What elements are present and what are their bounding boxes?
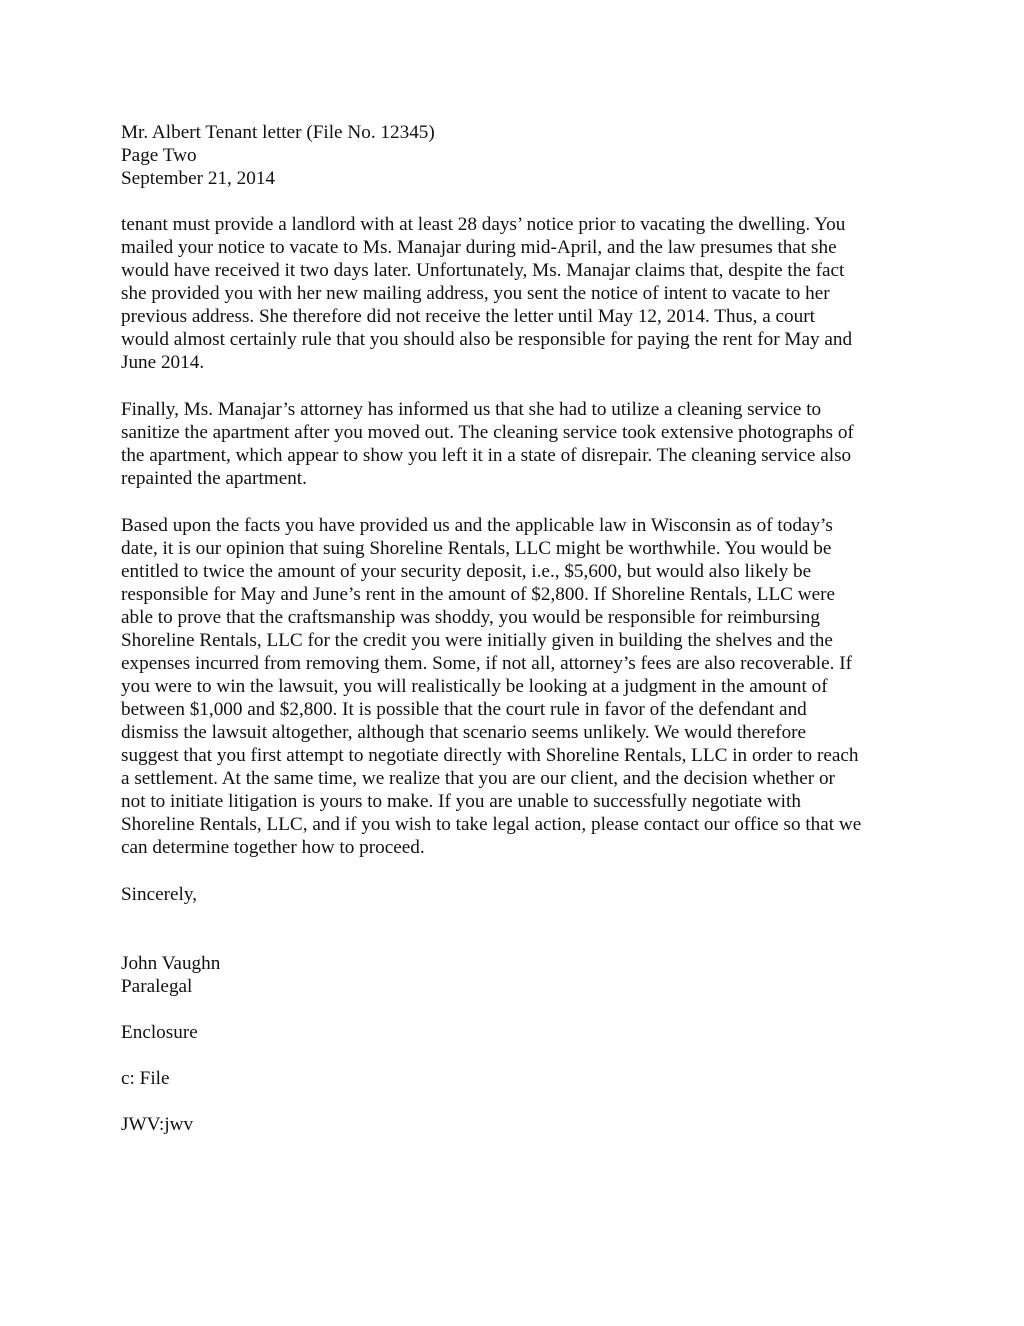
reference-initials [121, 1113, 911, 1136]
body-paragraph-2 [121, 398, 911, 490]
paragraph-line: between $1,000 and $2,800. It is possible that the court rule in favor of the defendant and [121, 699, 807, 720]
letter-header [121, 121, 911, 190]
paragraph-line: entitled to twice the amount of your security deposit, i.e., $5,600, but would also likely be [121, 561, 812, 582]
paragraph-line: suggest that you first attempt to negotiate directly with Shoreline Rentals, LLC in order to reach [121, 745, 859, 766]
paragraph-line: sanitize the apartment after you moved out. The cleaning service took extensive photographs of [121, 422, 854, 443]
paragraph-line: would have received it two days later. Unfortunately, Ms. Manajar claims that, despite the fact [121, 260, 845, 281]
paragraph-line: a settlement. At the same time, we realize that you are our client, and the decision whether or [121, 768, 835, 789]
header-line-reference: Mr. Albert Tenant letter (File No. 12345) [121, 122, 435, 143]
paragraph-line: repainted the apartment. [121, 468, 307, 489]
paragraph-line: previous address. She therefore did not receive the letter until May 12, 2014. Thus, a court [121, 306, 815, 327]
paragraph-line: Shoreline Rentals, LLC for the credit you were initially given in building the shelves and the [121, 630, 833, 651]
body-paragraph-3 [121, 514, 911, 859]
header-line-date: September 21, 2014 [121, 168, 276, 189]
body-paragraph-1 [121, 213, 911, 374]
initials-text: JWV:jwv [121, 1114, 194, 1135]
paragraph-line: dismiss the lawsuit altogether, although that scenario seems unlikely. We would therefore [121, 722, 807, 743]
signer-title: Paralegal [121, 976, 193, 997]
paragraph-line: you were to win the lawsuit, you will realistically be looking at a judgment in the amount of [121, 676, 828, 697]
salutation-text: Sincerely, [121, 884, 198, 905]
enclosure-text: Enclosure [121, 1022, 198, 1043]
closing-salutation [121, 883, 911, 906]
signer-name: John Vaughn [121, 953, 221, 974]
paragraph-line: Shoreline Rentals, LLC, and if you wish to take legal action, please contact our office so that we [121, 814, 862, 835]
copy-note [121, 1067, 911, 1090]
copy-text: c: File [121, 1068, 170, 1089]
paragraph-line: the apartment, which appear to show you left it in a state of disrepair. The cleaning service also [121, 445, 852, 466]
paragraph-line: able to prove that the craftsmanship was shoddy, you would be responsible for reimbursing [121, 607, 820, 628]
paragraph-line: Finally, Ms. Manajar’s attorney has informed us that she had to utilize a cleaning service to [121, 399, 822, 420]
paragraph-line: she provided you with her new mailing address, you sent the notice of intent to vacate to her [121, 283, 830, 304]
paragraph-line: not to initiate litigation is yours to make. If you are unable to successfully negotiate with [121, 791, 801, 812]
paragraph-line: expenses incurred from removing them. Some, if not all, attorney’s fees are also recoverable. If [121, 653, 852, 674]
header-line-page: Page Two [121, 145, 197, 166]
paragraph-line: can determine together how to proceed. [121, 837, 425, 858]
paragraph-line: responsible for May and June’s rent in the amount of $2,800. If Shoreline Rentals, LLC were [121, 584, 836, 605]
paragraph-line: Based upon the facts you have provided us and the applicable law in Wisconsin as of today’s [121, 515, 833, 536]
enclosure-note [121, 1021, 911, 1044]
paragraph-line: June 2014. [121, 352, 205, 373]
signature-block [121, 952, 911, 998]
paragraph-line: would almost certainly rule that you should also be responsible for paying the rent for May and [121, 329, 853, 350]
paragraph-line: date, it is our opinion that suing Shoreline Rentals, LLC might be worthwhile. You would be [121, 538, 832, 559]
paragraph-line: mailed your notice to vacate to Ms. Manajar during mid-April, and the law presumes that she [121, 237, 837, 258]
paragraph-line: tenant must provide a landlord with at least 28 days’ notice prior to vacating the dwelling. You [121, 214, 846, 235]
